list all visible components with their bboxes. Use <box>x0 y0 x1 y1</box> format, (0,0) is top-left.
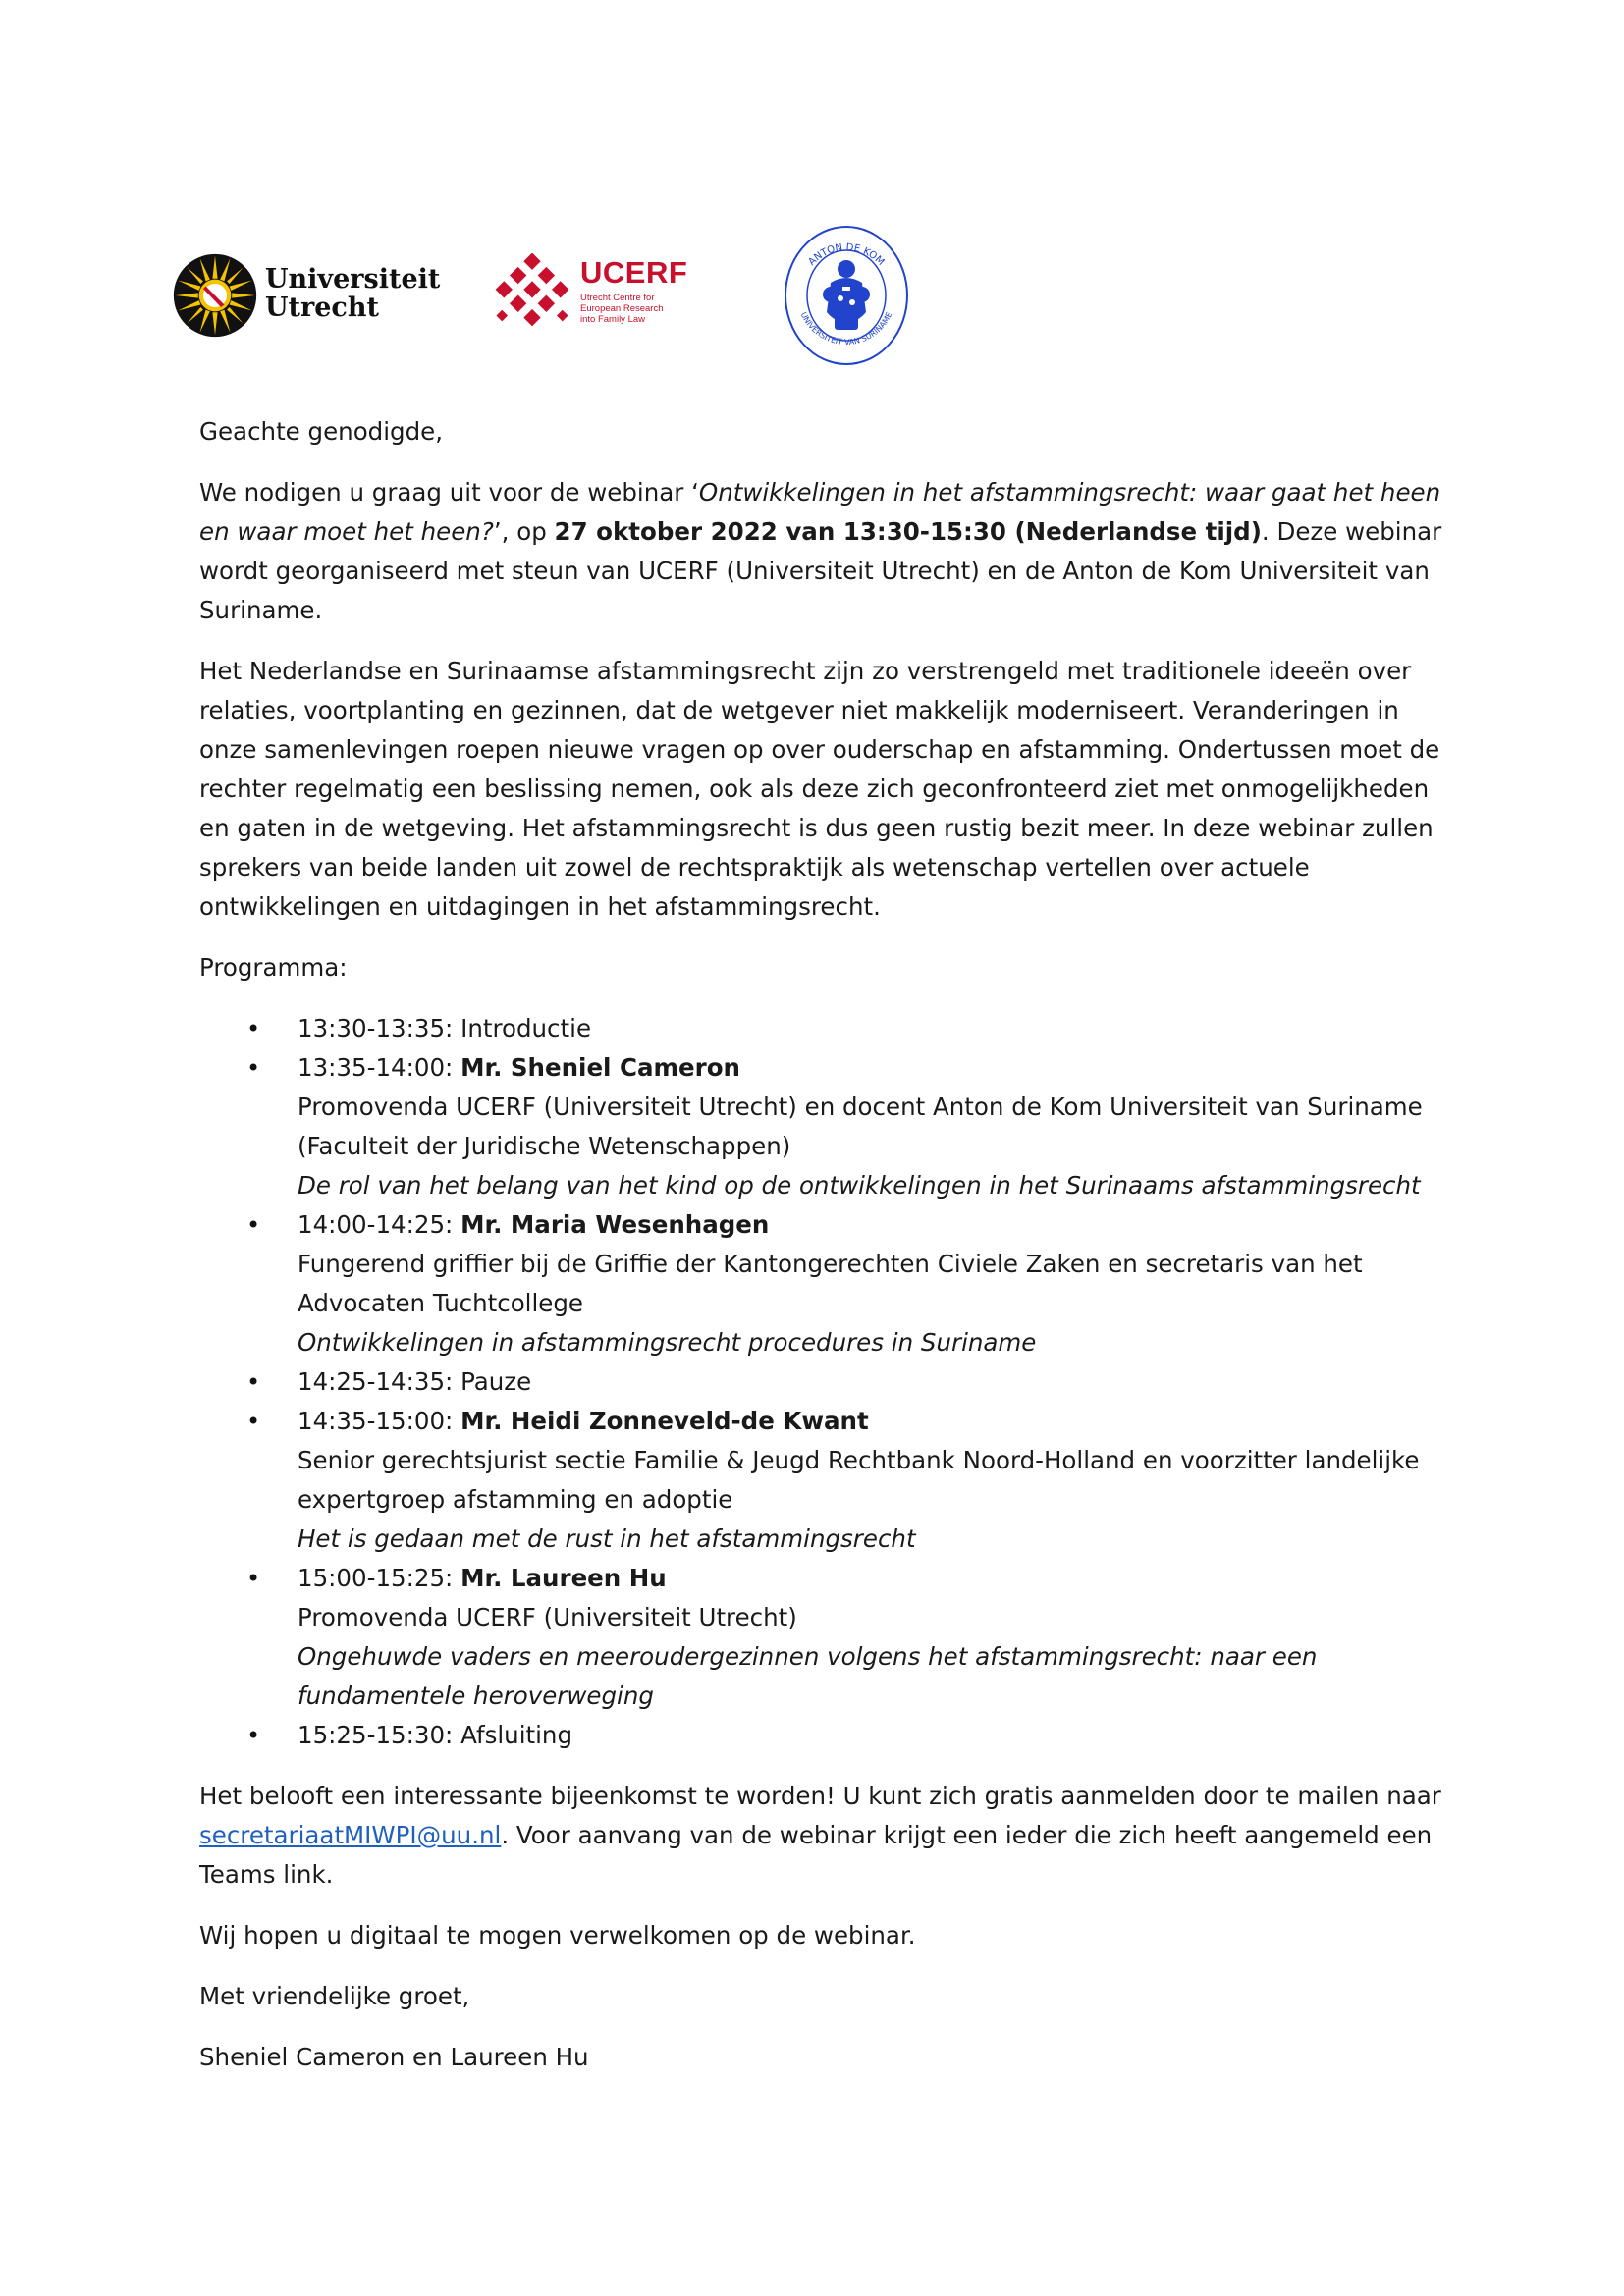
program-item <box>199 1048 1446 1205</box>
intro-text-a: We nodigen u graag uit voor de webinar ‘ <box>199 478 699 507</box>
letter-body <box>199 412 1446 2077</box>
intro-text-c: . Deze webinar wordt georganiseerd met steun van UCERF (Universiteit Utrecht) en de Anton de Kom Universiteit van Suriname. <box>199 517 1442 624</box>
ucerf-mark-icon <box>492 253 572 334</box>
program-time: 13:30-13:35: <box>298 1014 461 1042</box>
program-item <box>199 1009 1446 1048</box>
program-time: 15:00-15:25: <box>298 1564 461 1592</box>
intro-paragraph <box>199 473 1446 630</box>
ucerf-logo <box>492 253 698 342</box>
programma-label: Programma: <box>199 953 348 982</box>
program-time: 14:35-15:00: <box>298 1407 461 1435</box>
registration-paragraph <box>199 1777 1446 1895</box>
adek-text-top: ANTON DE KOM <box>806 241 887 268</box>
program-time: 15:25-15:30: <box>298 1721 461 1749</box>
program-item <box>199 1402 1446 1559</box>
program-text: Pauze <box>460 1367 532 1396</box>
universiteit-utrecht-logo <box>173 243 441 342</box>
speaker-role: Promovenda UCERF (Universiteit Utrecht) en docent Anton de Kom Universiteit van Suriname (Faculteit der Juridische Wetenschappen) <box>298 1093 1423 1160</box>
webinar-date: 27 oktober 2022 van 13:30-15:30 (Nederlandse tijd) <box>554 517 1262 546</box>
program-item <box>199 1559 1446 1716</box>
salutation: Geachte genodigde, <box>199 417 444 446</box>
talk-topic: De rol van het belang van het kind op de ontwikkelingen in het Surinaams afstammingsrecht <box>298 1171 1421 1200</box>
program-item <box>199 1362 1446 1402</box>
ucerf-sub-line2: European Research <box>580 303 664 314</box>
ucerf-subtitle <box>580 293 688 325</box>
universiteit-utrecht-wordmark <box>265 265 440 322</box>
speaker-name: Mr. Heidi Zonneveld-de Kwant <box>460 1407 869 1435</box>
program-time: 14:00-14:25: <box>298 1210 461 1239</box>
closing: Met vriendelijke groet, <box>199 1982 470 2010</box>
email-link[interactable]: secretariaatMIWPI@uu.nl <box>199 1821 502 1849</box>
talk-topic: Het is gedaan met de rust in het afstammingsrecht <box>298 1524 916 1553</box>
registration-text-a: Het belooft een interessante bijeenkomst te worden! U kunt zich gratis aanmelden door te mailen naar <box>199 1782 1441 1810</box>
adek-seal-icon <box>780 222 913 369</box>
speaker-name: Mr. Laureen Hu <box>460 1564 667 1592</box>
program-time: 14:25-14:35: <box>298 1367 461 1396</box>
program-text: Introductie <box>460 1014 592 1042</box>
welcome-paragraph: Wij hopen u digitaal te mogen verwelkomen op de webinar. <box>199 1921 916 1949</box>
uu-line2: Utrecht <box>265 293 379 323</box>
program-item <box>199 1205 1446 1362</box>
logo-bar <box>173 216 939 373</box>
speaker-role: Senior gerechtsjurist sectie Familie & Jeugd Rechtbank Noord-Holland en voorzitter landelijke expertgroep afstamming en adoptie <box>298 1446 1420 1514</box>
utrecht-sun-icon <box>173 253 257 338</box>
program-time: 13:35-14:00: <box>298 1053 461 1082</box>
speaker-name: Mr. Maria Wesenhagen <box>460 1210 770 1239</box>
adek-text-bottom: UNIVERSITEIT VAN SURINAME <box>798 310 894 347</box>
ucerf-sub-line3: into Family Law <box>580 314 645 325</box>
program-text: Afsluiting <box>460 1721 573 1749</box>
speaker-name: Mr. Sheniel Cameron <box>460 1053 741 1082</box>
intro-text-b: ’, op <box>493 517 555 546</box>
speaker-role: Promovenda UCERF (Universiteit Utrecht) <box>298 1603 797 1631</box>
uu-line1: Universiteit <box>265 264 441 294</box>
talk-topic: Ongehuwde vaders en meeroudergezinnen volgens het afstammingsrecht: naar een fundamentele heroverweging <box>298 1642 1318 1710</box>
talk-topic: Ontwikkelingen in afstammingsrecht procedures in Suriname <box>298 1328 1037 1357</box>
speaker-role: Fungerend griffier bij de Griffie der Kantongerechten Civiele Zaken en secretaris van het Advocaten Tuchtcollege <box>298 1250 1363 1317</box>
signature: Sheniel Cameron en Laureen Hu <box>199 2043 589 2071</box>
context-paragraph: Het Nederlandse en Surinaamse afstammingsrecht zijn zo verstrengeld met traditionele ideeën over relaties, voortplanting en gezinnen, dat de wetgever niet makkelijk moderniseert. Veranderingen in onze samenlevingen roepen nieuwe vragen op over ouderschap en afstamming. Ondertussen moet de rechter regelmatig een beslissing nemen, ook als deze zich geconfronteerd ziet met onmogelijkheden en gaten in de wetgeving. Het afstammingsrecht is dus geen rustig bezit meer. In deze webinar zullen sprekers van beide landen uit zowel de rechtspraktijk als wetenschap vertellen over actuele ontwikkelingen en uitdagingen in het afstammingsrecht. <box>199 657 1440 921</box>
ucerf-name: UCERF <box>580 255 688 290</box>
program-list <box>199 1009 1446 1755</box>
program-item <box>199 1716 1446 1755</box>
registration-text-b: . Voor aanvang van de webinar krijgt een ieder die zich heeft aangemeld een Teams link. <box>199 1821 1433 1889</box>
webinar-title: Ontwikkelingen in het afstammingsrecht: waar gaat het heen en waar moet het heen? <box>199 478 1441 546</box>
ucerf-sub-line1: Utrecht Centre for <box>580 293 655 303</box>
anton-de-kom-university-seal <box>780 222 913 369</box>
